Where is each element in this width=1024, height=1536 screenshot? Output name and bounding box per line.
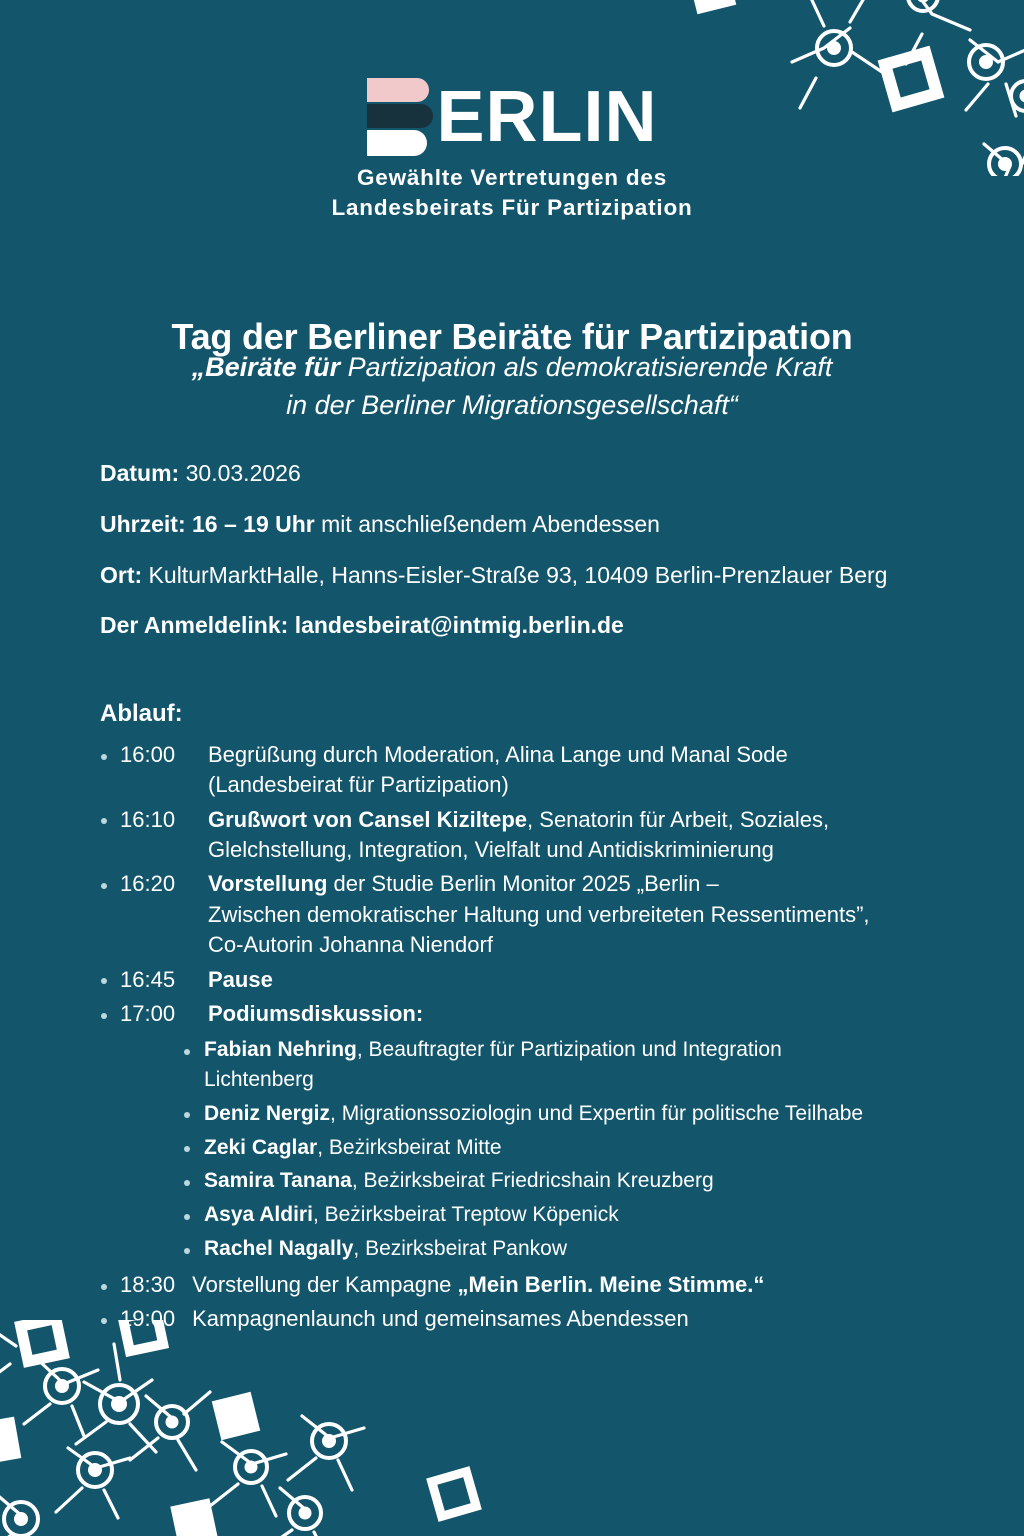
agenda-text-2: Glelchstellung, Integration, Vielfalt und Antidiskriminierung (208, 837, 774, 863)
agenda-line (208, 965, 990, 995)
fact-registration-link[interactable]: Der Anmeldelink: landesbeirat@intmig.berlin.de (100, 612, 624, 639)
speaker-role: , Beżirksbeirat Mitte (317, 1135, 502, 1159)
agenda-time: 18:30 (120, 1271, 176, 1297)
agenda-item (98, 965, 990, 995)
logo-subtitle-line-2: Landesbeirats Für Partizipation (331, 194, 693, 220)
fact-date (100, 458, 964, 489)
agenda-time: 16:00 (120, 742, 176, 767)
agenda-item (98, 805, 990, 866)
speaker-item (182, 1133, 990, 1163)
speaker-name: Rachel Nagally (204, 1237, 354, 1261)
berlin-logo-mark (367, 78, 658, 156)
agenda-body (120, 740, 990, 801)
bullet-icon (184, 1049, 190, 1055)
speaker-name: Deniz Nergiz (204, 1101, 331, 1125)
speaker-name: Fabian Nehring (204, 1038, 357, 1062)
agenda-item (98, 1270, 990, 1300)
bullet-icon (101, 818, 107, 824)
berlin-logo (0, 78, 1024, 223)
speaker-role: , Beauftragter für Partizipation und Integration (356, 1038, 782, 1062)
logo-subtitle (331, 163, 692, 223)
decorative-network-bottom-left (0, 1320, 400, 1536)
speaker-role: , Migrationssoziologin und Expertin für politische Teilhabe (330, 1101, 864, 1125)
bullet-icon (184, 1214, 190, 1220)
agenda-bold: Grußwort von Cansel Kiziltepe (208, 806, 528, 832)
agenda-item (98, 1304, 990, 1334)
speaker-name: Samira Tanana (204, 1169, 352, 1193)
agenda-list (98, 740, 990, 1339)
bullet-icon (101, 1284, 107, 1290)
logo-subtitle-line-1: Gewählte Vertretungen des (356, 165, 668, 190)
agenda-body (120, 805, 990, 866)
agenda-line (208, 869, 990, 899)
speaker-role: , Bezirksbeirat Pankow (353, 1237, 567, 1261)
agenda-bold: „Mein Berlin. Meine Stimme.“ (457, 1271, 765, 1297)
fact-time-value: mit anschließendem Abendessen (314, 510, 660, 537)
agenda-text: Begrüßung durch Moderation, Alina Lange und Manal Sode (208, 742, 788, 767)
fact-location-label: Ort: (100, 561, 143, 588)
agenda-body (120, 965, 990, 995)
bullet-icon (101, 978, 107, 984)
bullet-icon (101, 1013, 107, 1019)
bullet-icon (184, 1248, 190, 1254)
agenda-item (98, 869, 990, 960)
speaker-item (182, 1234, 990, 1264)
fact-time-label: Uhrzeit: 16 – 19 Uhr (100, 510, 315, 537)
subtitle-line-2: in der Berliner Migrationsgesellschaft“ (286, 390, 738, 421)
subtitle-bold-part: „Beiräte für (191, 352, 341, 382)
bullet-icon (184, 1112, 190, 1118)
speaker-item (182, 1166, 990, 1196)
agenda-time: 16:45 (120, 966, 176, 992)
bullet-icon (101, 754, 107, 760)
agenda-item (98, 740, 990, 801)
agenda-item (98, 999, 990, 1029)
speaker-role: , Beżirksbeirat Treptow Köpenick (312, 1203, 619, 1227)
agenda-bold: Vorstellung (208, 871, 328, 897)
speaker-item (182, 1035, 990, 1095)
logo-wordmark: ERLIN (436, 77, 658, 157)
agenda-text: Vorstellung der Kampagne (192, 1271, 458, 1297)
speaker-item (182, 1099, 990, 1129)
agenda-bold: Pause (208, 966, 273, 992)
fact-date-value: 30.03.2026 (179, 460, 301, 486)
page-subtitle (60, 348, 964, 425)
agenda-text-2: Zwischen demokratischer Haltung und verbreiteten Ressentiments”, (208, 901, 870, 927)
subtitle-rest: Partizipation als demokratisierende Kraft (340, 352, 833, 382)
agenda-time: 17:00 (120, 1000, 176, 1026)
speaker-name: Asya Aldiri (204, 1203, 313, 1227)
bullet-icon (101, 1318, 107, 1324)
fact-date-label: Datum: (100, 460, 180, 486)
bullet-icon (101, 883, 107, 889)
agenda-time: 16:10 (120, 806, 176, 832)
agenda-line (208, 805, 990, 835)
agenda-text: Kampagnenlaunch und gemeinsames Abendessen (192, 1306, 689, 1332)
agenda-heading: Ablauf: (100, 700, 183, 727)
speaker-role-2: Lichtenberg (204, 1068, 314, 1092)
agenda-text-3: Co-Autorin Johanna Niendorf (208, 932, 493, 958)
agenda-text-2: (Landesbeirat für Partizipation) (208, 772, 509, 798)
fact-time (100, 509, 964, 540)
agenda-body (120, 869, 990, 960)
event-facts (100, 458, 964, 661)
speaker-name: Zeki Caglar (204, 1135, 318, 1159)
agenda-time: 16:20 (120, 871, 176, 897)
page-title: Tag der Berliner Beiräte für Partizipation (171, 316, 853, 358)
agenda-bold: Podiumsdiskussion: (208, 1000, 424, 1026)
decorative-square-outline (424, 1464, 484, 1524)
speaker-item (182, 1200, 990, 1230)
fact-location-value: KulturMarktHalle, Hanns-Eisler-Straße 93, 10409 Berlin-Prenzlauer Berg (142, 561, 888, 588)
agenda-text: der Studie Berlin Monitor 2025 „Berlin – (327, 871, 719, 897)
fact-location (100, 560, 964, 591)
bullet-icon (184, 1146, 190, 1152)
berlin-b-logo-icon (367, 78, 433, 156)
bullet-icon (184, 1180, 190, 1186)
agenda-line (208, 999, 990, 1029)
agenda-text: , Senatorin für Arbeit, Soziales, (527, 806, 830, 832)
speaker-role: , Beżirksbeirat Friedricshain Kreuzberg (351, 1169, 714, 1193)
agenda-time: 19:00 (120, 1306, 176, 1332)
panel-speakers-list (98, 1035, 990, 1264)
agenda-body (120, 999, 990, 1029)
